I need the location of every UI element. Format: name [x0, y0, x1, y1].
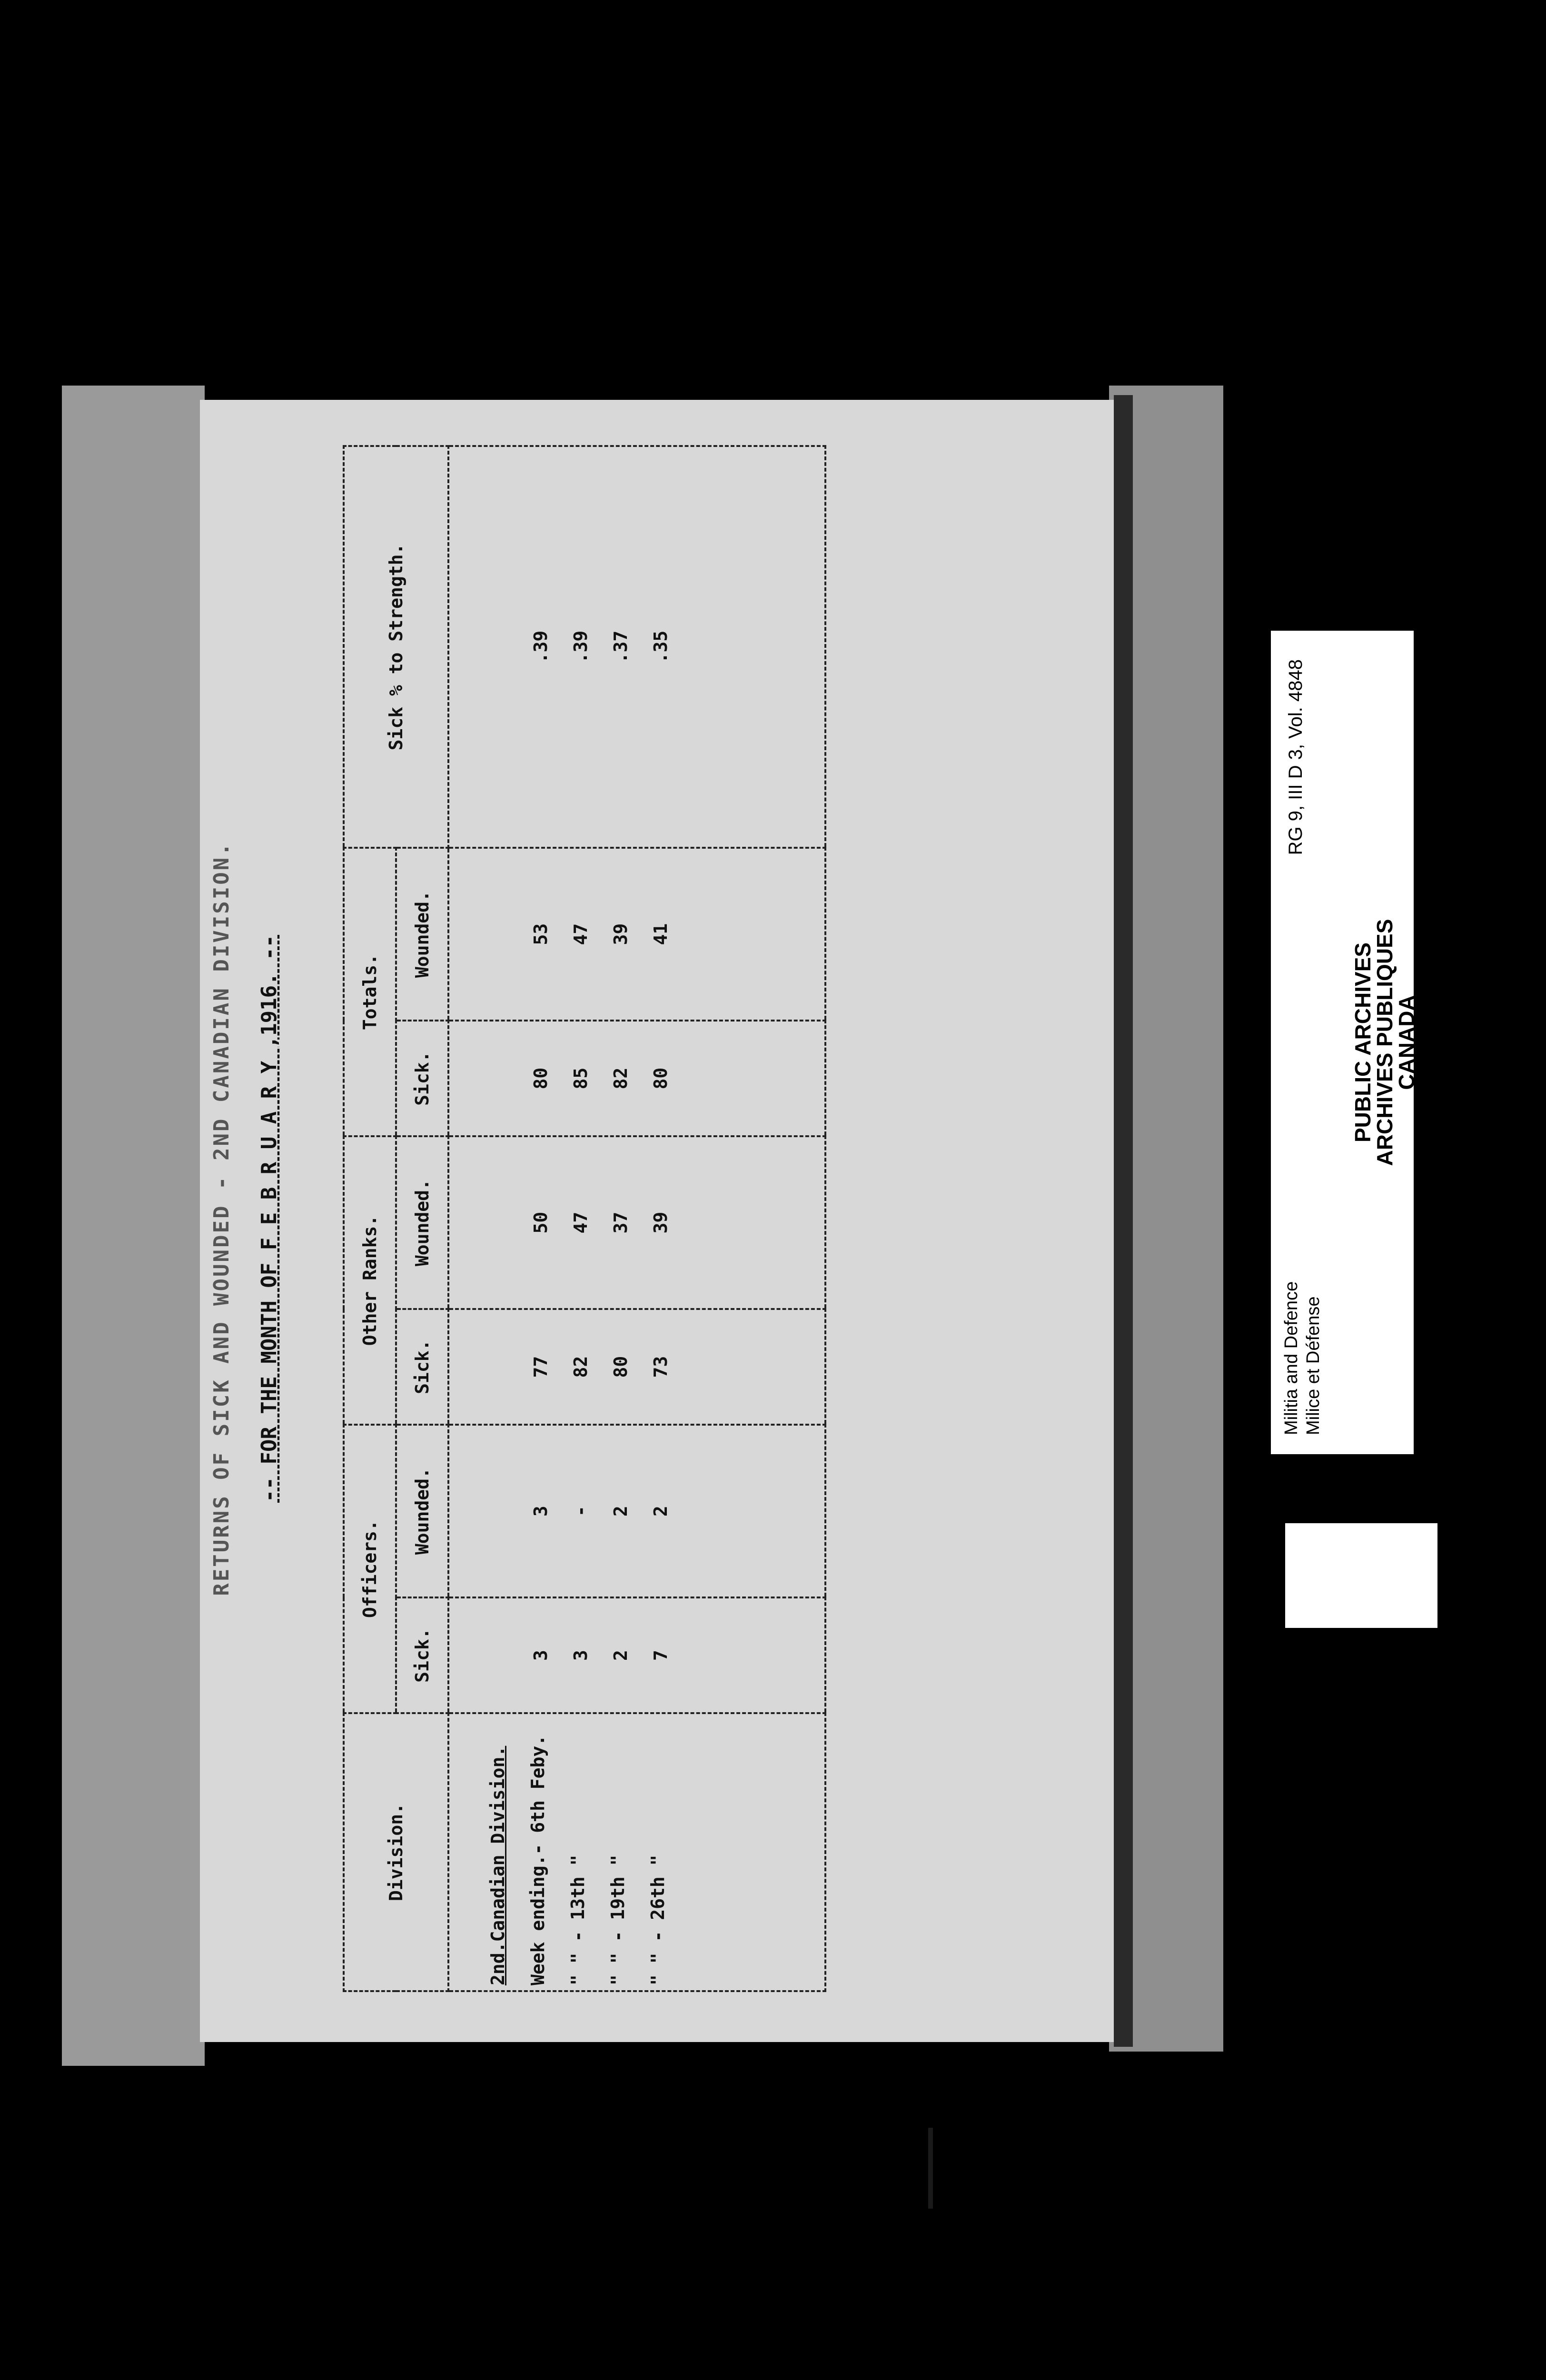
- value: 7: [650, 1650, 671, 1661]
- value: 2: [610, 1650, 631, 1661]
- value: 80: [530, 1067, 551, 1090]
- department-en: Militia and Defence: [1281, 1281, 1301, 1435]
- document-subheading: -- FOR THE MONTH OF F E B R U A R Y ,1916. --: [257, 934, 281, 1503]
- returns-table: [343, 445, 826, 1992]
- col-totals: Totals.: [344, 848, 396, 1136]
- value: 2: [610, 1506, 631, 1517]
- row-label: " " - 19th ": [607, 1854, 628, 1985]
- value: 82: [570, 1356, 591, 1378]
- value: 77: [530, 1356, 551, 1378]
- row-label: " " - 26th ": [647, 1854, 668, 1985]
- document-heading: RETURNS OF SICK AND WOUNDED - 2ND CANADIAN DIVISION.: [209, 841, 234, 1596]
- col-other-ranks: Other Ranks.: [344, 1136, 396, 1425]
- archive-name-fr: ARCHIVES PUBLIQUES: [1372, 919, 1397, 1166]
- value: 85: [570, 1067, 591, 1090]
- division-cell: [448, 1713, 825, 1991]
- value: 2: [650, 1506, 671, 1517]
- value: 41: [650, 923, 671, 945]
- value: 3: [530, 1506, 551, 1517]
- sick-pct-cell: [448, 446, 825, 848]
- value: 39: [650, 1211, 671, 1234]
- department-fr: Milice et Défense: [1303, 1296, 1323, 1435]
- col-officers-wounded: Wounded.: [396, 1425, 448, 1597]
- folder-strip: [62, 386, 205, 2066]
- document-page: [200, 397, 1114, 2040]
- value: .39: [530, 630, 551, 664]
- archive-name-en: PUBLIC ARCHIVES: [1350, 942, 1375, 1142]
- value: 80: [610, 1356, 631, 1378]
- value: .39: [570, 630, 591, 664]
- value: .35: [650, 630, 671, 664]
- archive-label: [1271, 631, 1419, 1454]
- department-block: [1280, 1281, 1324, 1435]
- value: 39: [610, 923, 631, 945]
- col-or-sick: Sick.: [396, 1309, 448, 1425]
- value: 37: [610, 1211, 631, 1234]
- officers-wounded-cell: [448, 1425, 825, 1597]
- header-row-top: [344, 446, 396, 1991]
- col-or-wounded: Wounded.: [396, 1136, 448, 1309]
- value: .37: [610, 630, 631, 664]
- totals-sick-cell: [448, 1021, 825, 1136]
- value: 73: [650, 1356, 671, 1378]
- col-division: Division.: [344, 1713, 448, 1991]
- value: 3: [530, 1650, 551, 1661]
- col-officers: Officers.: [344, 1425, 396, 1713]
- division-name: 2nd.Canadian Division.: [487, 1745, 508, 1985]
- or-wounded-cell: [448, 1136, 825, 1309]
- value: 53: [530, 923, 551, 945]
- officers-sick-cell: [448, 1597, 825, 1713]
- or-sick-cell: [448, 1309, 825, 1425]
- col-sick-pct: Sick % to Strength.: [344, 446, 448, 848]
- value: 80: [650, 1067, 671, 1090]
- value: 3: [570, 1650, 591, 1661]
- value: 47: [570, 1211, 591, 1234]
- value: 47: [570, 923, 591, 945]
- col-totals-sick: Sick.: [396, 1021, 448, 1136]
- archive-reference: RG 9, III D 3, Vol. 4848: [1285, 659, 1306, 855]
- totals-wounded-cell: [448, 848, 825, 1021]
- col-officers-sick: Sick.: [396, 1597, 448, 1713]
- paper-shadow: [1114, 395, 1133, 2047]
- row-label: Week ending.- 6th Feby.: [527, 1735, 548, 1985]
- archive-name: [1352, 631, 1417, 1454]
- table-body-row: [448, 446, 825, 1991]
- value: -: [570, 1506, 591, 1517]
- label-tab: [1285, 1523, 1437, 1628]
- value: 50: [530, 1211, 551, 1234]
- scan-mark: [928, 2128, 933, 2209]
- col-totals-wounded: Wounded.: [396, 848, 448, 1021]
- row-label: " " - 13th ": [567, 1854, 588, 1985]
- value: 82: [610, 1067, 631, 1090]
- archive-country: CANADA: [1394, 995, 1419, 1090]
